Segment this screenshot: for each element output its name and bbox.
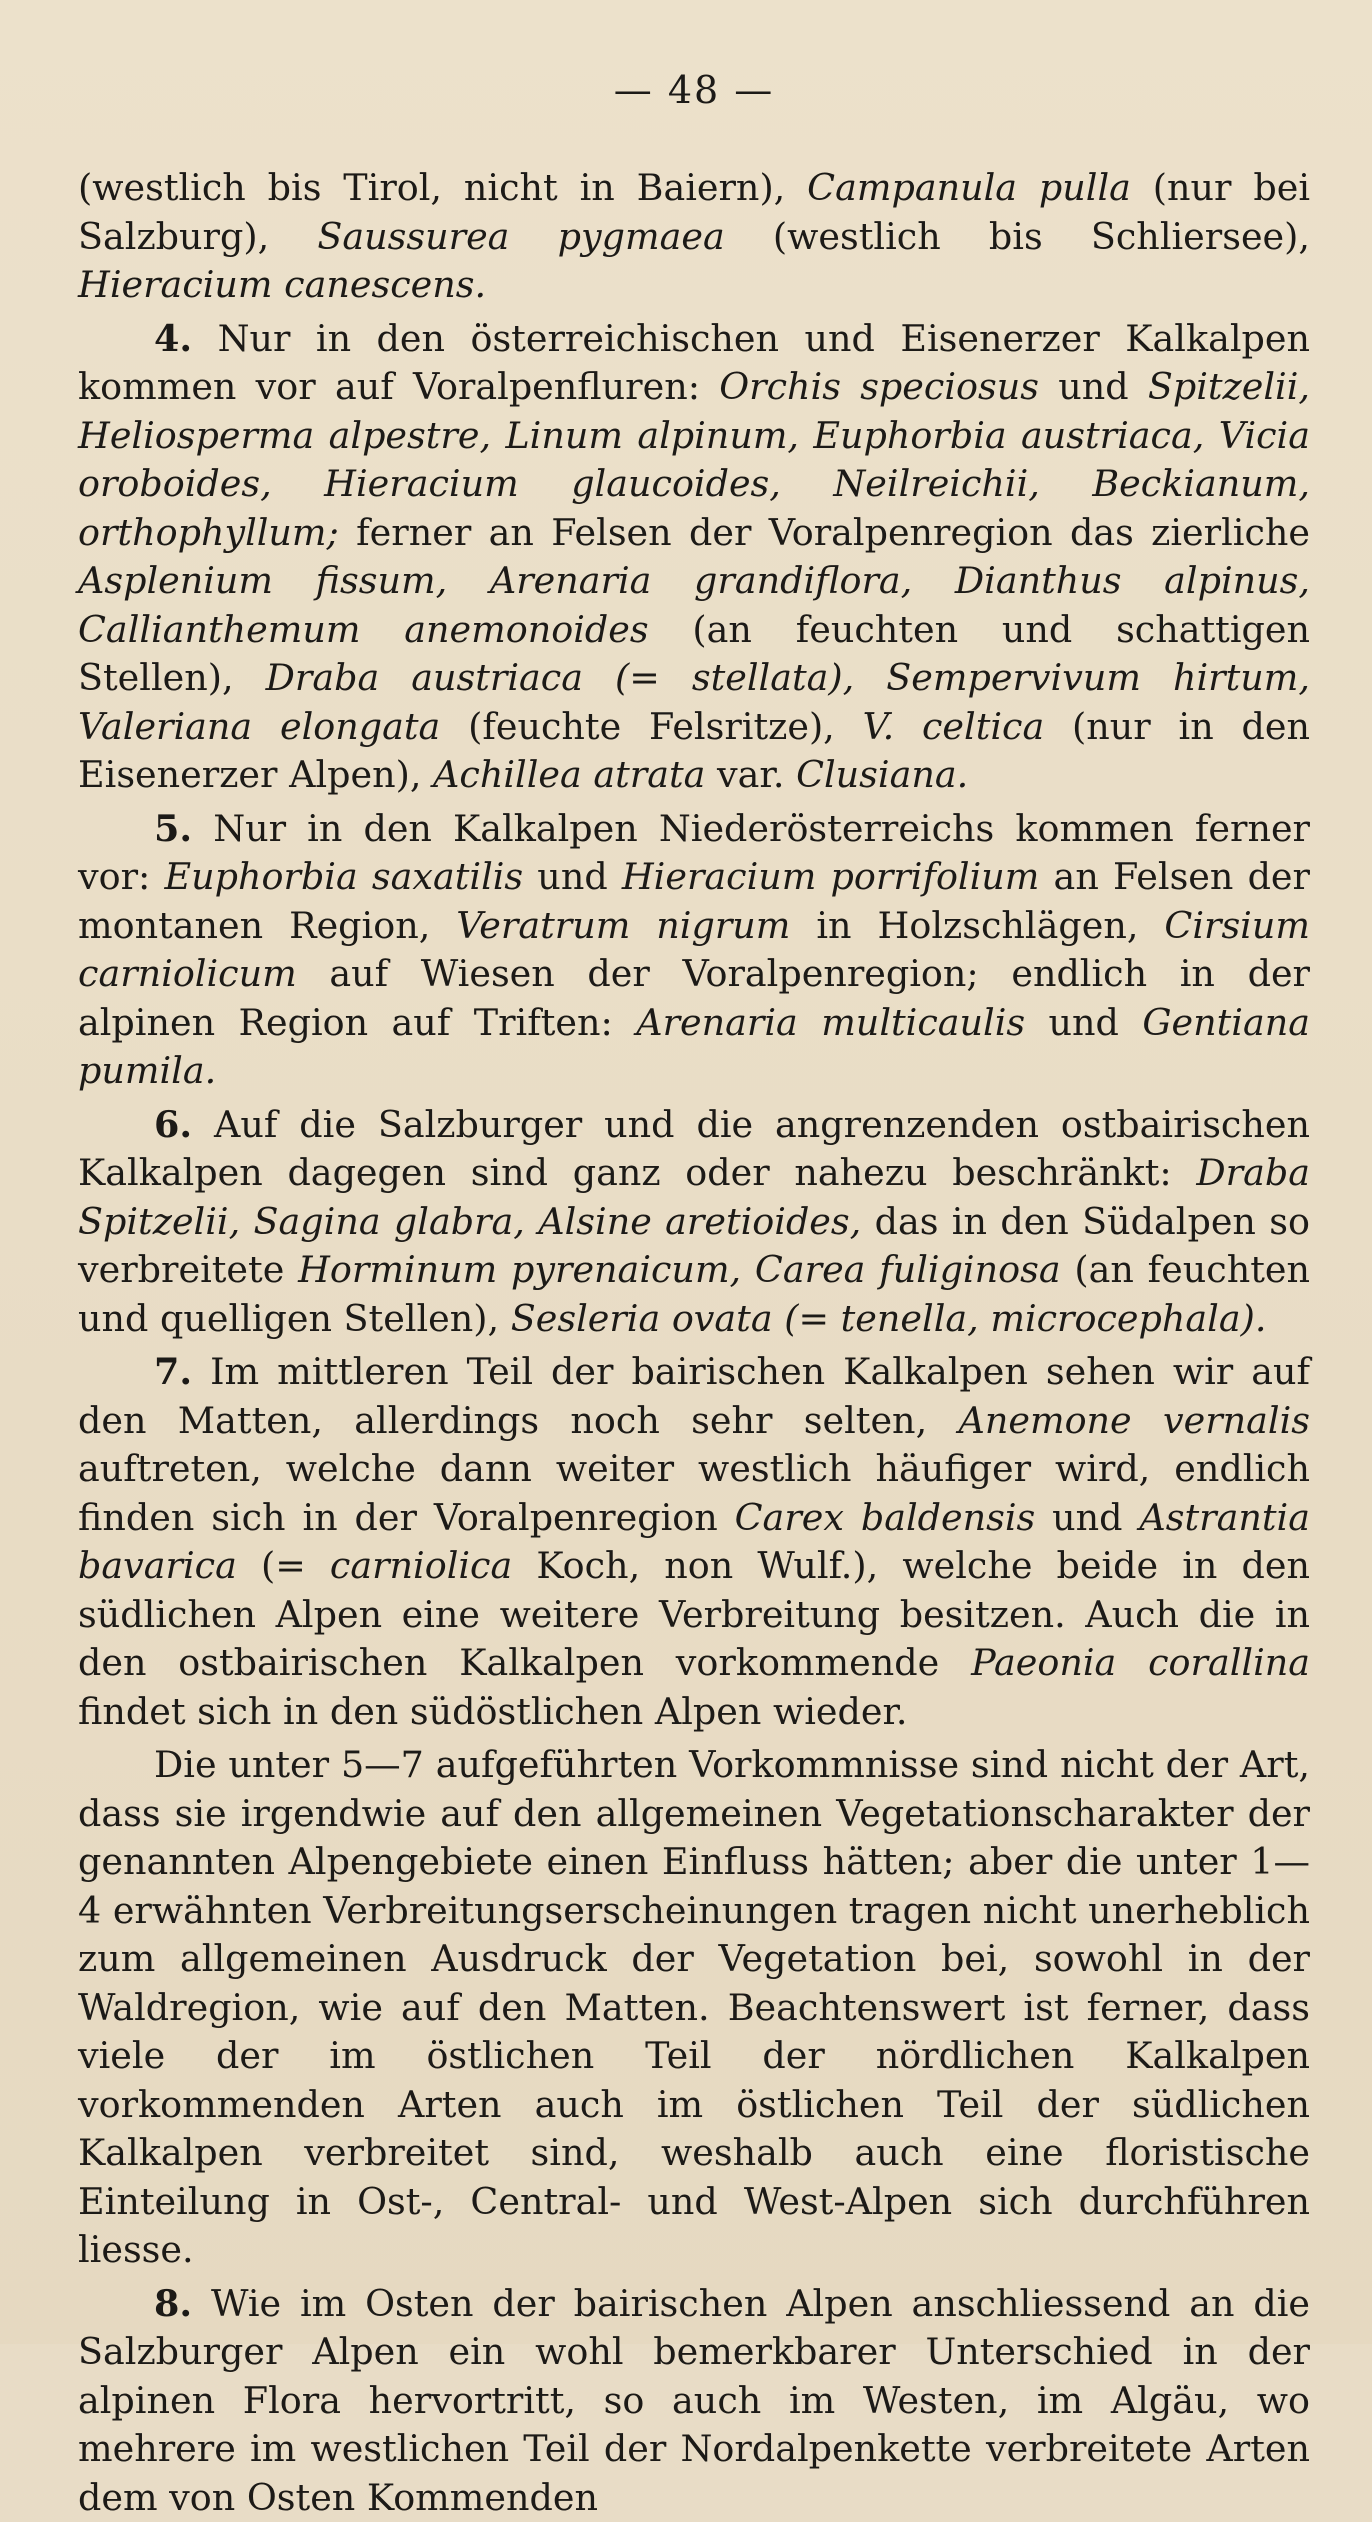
paragraph-number: 7. [154, 1350, 192, 1393]
paragraph-5 [78, 805, 1310, 1096]
text-run: und [1035, 1496, 1139, 1539]
species-name: Horminum pyrenaicum, Carea fuliginosa [298, 1248, 1061, 1291]
text-run: (westlich bis Schliersee), [725, 215, 1310, 258]
text-run: an Felsen der montanen Region, [78, 855, 1310, 947]
species-name: Asplenium fissum, Arenaria grandiflora, Dianthus alpinus, Callianthemum anemonoides [78, 559, 1310, 651]
text-run: ferner an Felsen der Voralpenregion das zierliche [339, 511, 1310, 554]
text-run: findet sich in den südöstlichen Alpen wieder. [78, 1690, 908, 1733]
species-name: Achillea atrata [433, 753, 705, 796]
text-run: in Holzschlägen, [790, 904, 1164, 947]
species-name: Hieracium porrifolium [622, 855, 1040, 898]
paragraph-summary [78, 1741, 1310, 2275]
page-number: — 48 — [78, 62, 1310, 118]
text-run: auf Wiesen der Voralpenregion; endlich in der alpinen Region auf Triften: [78, 952, 1310, 1044]
paragraph-8 [78, 2280, 1310, 2522]
species-name: Euphorbia saxatilis [165, 855, 524, 898]
text-run: und [1039, 365, 1148, 408]
species-name: Spitzelii, Heliosperma alpestre, Linum alpinum, Euphorbia austriaca, Vicia oroboides, Hieracium glaucoides, Neilreichii, Beckianum, orthophyllum; [78, 365, 1310, 554]
species-name: carniolica [330, 1544, 512, 1587]
text-run: und [1025, 1001, 1142, 1044]
species-name: Draba Spitzelii, Sagina glabra, Alsine aretioides, [78, 1151, 1310, 1243]
species-name: Hieracium canescens. [78, 263, 486, 306]
paragraph-number: 8. [154, 2282, 192, 2325]
text-run: (feuchte Felsritze), [440, 705, 862, 748]
species-name: Anemone vernalis [959, 1399, 1311, 1442]
paragraph-number: 4. [154, 317, 192, 360]
species-name: Sesleria ovata (= tenella, microcephala). [511, 1297, 1267, 1340]
text-run: das in den Südalpen so verbreitete [78, 1200, 1310, 1292]
species-name: Arenaria multicaulis [636, 1001, 1025, 1044]
species-name: Astrantia bavarica [78, 1496, 1310, 1588]
text-run: Die unter 5—7 aufgeführten Vorkommnisse sind nicht der Art, dass sie irgendwie auf den allgemeinen Vegetationscharakter der genannten Alpengebiete einen Einfluss hätten; aber die unter 1—4 erwähnten Verbreitungserscheinungen tragen nicht unerheblich zum allgemeinen Ausdruck der Vegetation bei, sowohl in der Waldregion, wie auf den Matten. Beachtenswert ist ferner, dass viele der im östlichen Teil der nördlichen Kalkalpen vorkommenden Arten auch im östlichen Teil der südlichen Kalkalpen verbreitet sind, weshalb auch eine floristische Einteilung in Ost-, Central- und West-Alpen sich durchführen liesse. [78, 1743, 1310, 2271]
species-name: Carex baldensis [735, 1496, 1036, 1539]
text-run: (nur bei Salzburg), [78, 166, 1310, 258]
text-run: und [523, 855, 622, 898]
text-run: Koch, non Wulf.), welche beide in den südlichen Alpen eine weitere Verbreitung besitzen. Auch die in den ostbairischen Kalkalpen vorkommende [78, 1544, 1310, 1684]
text-run: Nur in den österreichischen und Eisenerzer Kalkalpen kommen vor auf Voralpenfluren: [78, 317, 1310, 409]
species-name: Campanula pulla [807, 166, 1131, 209]
species-name: Draba austriaca (= stellata), Sempervivum hirtum, Valeriana elongata [78, 656, 1310, 748]
species-name: Saussurea pygmaea [317, 215, 724, 258]
species-name: Gentiana pumila. [78, 1001, 1310, 1093]
paragraph-number: 6. [154, 1103, 192, 1146]
species-name: Paeonia corallina [971, 1641, 1310, 1684]
species-name: V. celtica [863, 705, 1045, 748]
text-run: auftreten, welche dann weiter westlich häufiger wird, endlich finden sich in der Voralpenregion [78, 1447, 1310, 1539]
species-name: Cirsium carniolicum [78, 904, 1310, 996]
text-run: Auf die Salzburger und die angrenzenden ostbairischen Kalkalpen dagegen sind ganz oder nahezu beschränkt: [78, 1103, 1310, 1195]
text-run: Im mittleren Teil der bairischen Kalkalpen sehen wir auf den Matten, allerdings noch sehr selten, [78, 1350, 1310, 1442]
paragraph-number: 5. [154, 807, 192, 850]
text-run: (an feuchten und schattigen Stellen), [78, 608, 1310, 700]
paragraph-7 [78, 1348, 1310, 1736]
species-name: Clusiana. [796, 753, 968, 796]
text-run: Wie im Osten der bairischen Alpen anschliessend an die Salzburger Alpen ein wohl bemerkbarer Unterschied in der alpinen Flora hervortritt, so auch im Westen, im Algäu, wo mehrere im westlichen Teil der Nordalpenkette verbreitete Arten dem von Osten Kommenden [78, 2282, 1310, 2519]
text-run: (westlich bis Tirol, nicht in Baiern), [78, 166, 807, 209]
text-run: (an feuchten und quelligen Stellen), [78, 1248, 1310, 1340]
paragraph-continuation [78, 164, 1310, 310]
text-run: var. [705, 753, 796, 796]
paragraph-6 [78, 1101, 1310, 1344]
text-run: Nur in den Kalkalpen Niederösterreichs kommen ferner vor: [78, 807, 1310, 899]
species-name: Orchis speciosus [719, 365, 1039, 408]
text-run: (nur in den Eisenerzer Alpen), [78, 705, 1310, 797]
text-run: (= [237, 1544, 330, 1587]
paragraph-4 [78, 315, 1310, 800]
species-name: Veratrum nigrum [456, 904, 790, 947]
